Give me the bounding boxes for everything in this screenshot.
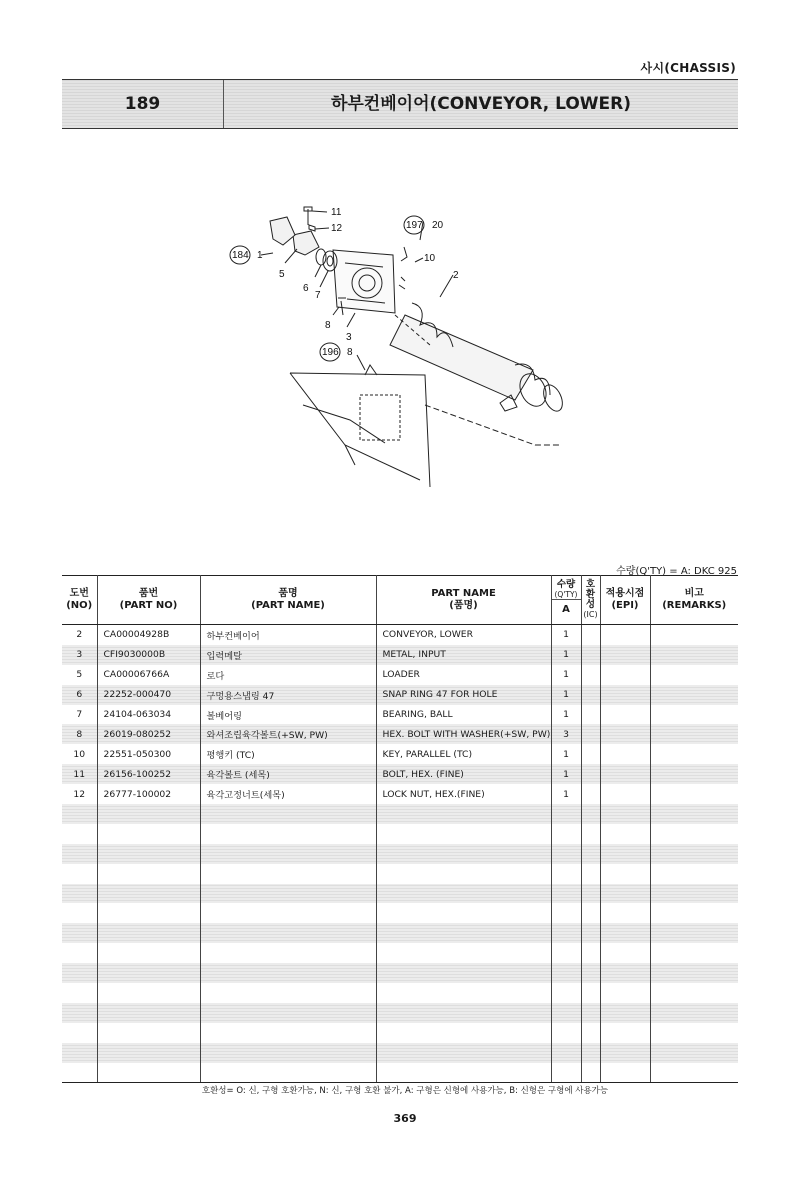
row-epi [600, 1003, 650, 1023]
row-no [62, 1043, 97, 1063]
snap-ring [316, 249, 326, 265]
row-remarks [650, 665, 738, 685]
page-title: 하부컨베이어(CONVEYOR, LOWER) [330, 94, 632, 114]
row-part-no [97, 963, 200, 983]
row-qty [551, 804, 581, 824]
row-no [62, 903, 97, 923]
empty-table-row [62, 824, 738, 844]
row-epi [600, 1063, 650, 1083]
row-part-name-ko: 와셔조립육각볼트(+SW, PW) [200, 724, 376, 744]
row-epi [600, 764, 650, 784]
row-remarks [650, 844, 738, 864]
header-epi: 적용시점 (EPI) [600, 576, 650, 625]
row-qty: 1 [551, 665, 581, 685]
row-qty [551, 983, 581, 1003]
row-qty: 1 [551, 744, 581, 764]
row-no: 6 [62, 685, 97, 705]
row-remarks [650, 764, 738, 784]
row-part-name-en [376, 943, 551, 963]
row-part-name-ko: 입력메탈 [200, 645, 376, 665]
row-qty [551, 943, 581, 963]
row-part-name-en [376, 1023, 551, 1043]
ref-184-part [270, 217, 295, 245]
table-row [62, 705, 738, 725]
row-ic [581, 963, 600, 983]
row-part-no [97, 884, 200, 904]
row-part-name-en: BOLT, HEX. (FINE) [376, 764, 551, 784]
header-part-no: 품번 (PART NO) [97, 576, 200, 625]
row-epi [600, 983, 650, 1003]
row-ic [581, 1063, 600, 1083]
row-part-name-en [376, 983, 551, 1003]
row-ic [581, 764, 600, 784]
row-part-name-en [376, 864, 551, 884]
figure-number: 189 [124, 94, 161, 114]
row-epi [600, 665, 650, 685]
row-part-no: CA00004928B [97, 625, 200, 645]
row-epi [600, 864, 650, 884]
row-part-name-ko: 로다 [200, 665, 376, 685]
row-ic [581, 665, 600, 685]
row-part-name-ko [200, 1023, 376, 1043]
row-ic [581, 1003, 600, 1023]
row-part-name-en: BEARING, BALL [376, 705, 551, 725]
row-part-name-ko [200, 884, 376, 904]
row-no: 5 [62, 665, 97, 685]
row-part-name-en: KEY, PARALLEL (TC) [376, 744, 551, 764]
empty-table-row [62, 864, 738, 884]
row-qty [551, 903, 581, 923]
row-remarks [650, 1063, 738, 1083]
row-part-no [97, 1023, 200, 1043]
row-epi [600, 943, 650, 963]
callout-8b: 8 [347, 347, 353, 358]
empty-table-row [62, 923, 738, 943]
row-no [62, 864, 97, 884]
row-no [62, 943, 97, 963]
row-part-no [97, 1003, 200, 1023]
empty-table-row [62, 983, 738, 1003]
row-remarks [650, 705, 738, 725]
row-part-name-ko: 육각고정너트(세목) [200, 784, 376, 804]
row-part-no [97, 844, 200, 864]
row-ic [581, 983, 600, 1003]
row-part-name-en [376, 1043, 551, 1063]
callout-10: 10 [424, 253, 436, 264]
callout-11: 11 [331, 207, 342, 218]
row-qty [551, 923, 581, 943]
row-ic [581, 1023, 600, 1043]
row-part-name-en: LOCK NUT, HEX.(FINE) [376, 784, 551, 804]
row-no [62, 923, 97, 943]
row-qty: 1 [551, 764, 581, 784]
row-part-no [97, 903, 200, 923]
row-part-name-en [376, 963, 551, 983]
row-ic [581, 864, 600, 884]
row-remarks [650, 645, 738, 665]
row-part-name-en: SNAP RING 47 FOR HOLE [376, 685, 551, 705]
row-qty [551, 864, 581, 884]
callout-ref-197: 197 [406, 220, 423, 231]
row-part-no [97, 804, 200, 824]
row-qty [551, 824, 581, 844]
row-part-name-en [376, 884, 551, 904]
row-epi [600, 903, 650, 923]
row-remarks [650, 1023, 738, 1043]
row-ic [581, 884, 600, 904]
header-ic: 호 환 성 (IC) [581, 576, 600, 625]
callout-1: 1 [257, 250, 263, 261]
row-ic [581, 685, 600, 705]
row-part-name-en: HEX. BOLT WITH WASHER(+SW, PW) [376, 724, 551, 744]
row-epi [600, 804, 650, 824]
quantity-note: 수량(Q'TY) = A: DKC 925 [616, 566, 737, 577]
row-epi [600, 1043, 650, 1063]
row-part-no: 22252-000470 [97, 685, 200, 705]
callout-ref-196: 196 [322, 347, 339, 358]
header-no: 도번 (NO) [62, 576, 97, 625]
row-part-no: 26156-100252 [97, 764, 200, 784]
row-remarks [650, 903, 738, 923]
empty-table-row [62, 1063, 738, 1083]
row-part-no: CA00006766A [97, 665, 200, 685]
row-part-name-ko [200, 903, 376, 923]
row-epi [600, 884, 650, 904]
row-epi [600, 824, 650, 844]
row-no: 12 [62, 784, 97, 804]
row-qty [551, 1023, 581, 1043]
row-ic [581, 744, 600, 764]
interchangeability-footnote: 호환성= O: 신, 구형 호환가능, N: 신, 구형 호환 불가, A: 구형은 신형에 사용가능, B: 신형은 구형에 사용가능 [201, 1086, 609, 1096]
section-label: 사시(CHASSIS) [640, 61, 736, 75]
row-ic [581, 1043, 600, 1063]
row-ic [581, 625, 600, 645]
row-part-name-ko: 볼베어링 [200, 705, 376, 725]
conveyor-tube [390, 315, 533, 400]
callout-3: 3 [346, 332, 352, 343]
row-part-no [97, 923, 200, 943]
row-part-name-en: METAL, INPUT [376, 645, 551, 665]
row-part-no [97, 983, 200, 1003]
row-ic [581, 824, 600, 844]
row-ic [581, 645, 600, 665]
row-part-name-en [376, 1063, 551, 1083]
row-remarks [650, 923, 738, 943]
row-ic [581, 804, 600, 824]
row-ic [581, 705, 600, 725]
row-qty: 1 [551, 784, 581, 804]
row-part-name-ko: 육각볼트 (세목) [200, 764, 376, 784]
empty-table-row [62, 804, 738, 824]
row-qty [551, 884, 581, 904]
callout-20: 20 [432, 220, 444, 231]
row-remarks [650, 884, 738, 904]
row-no [62, 1003, 97, 1023]
table-row [62, 645, 738, 665]
row-no: 10 [62, 744, 97, 764]
row-epi [600, 1023, 650, 1043]
row-remarks [650, 1003, 738, 1023]
row-no: 8 [62, 724, 97, 744]
row-no [62, 844, 97, 864]
row-part-name-ko [200, 844, 376, 864]
empty-table-row [62, 844, 738, 864]
row-part-name-en: LOADER [376, 665, 551, 685]
row-part-name-en [376, 804, 551, 824]
row-remarks [650, 1043, 738, 1063]
row-remarks [650, 804, 738, 824]
row-no [62, 963, 97, 983]
row-part-name-ko: 평행키 (TC) [200, 744, 376, 764]
header-remarks: 비고 (REMARKS) [650, 576, 738, 625]
row-ic [581, 903, 600, 923]
row-qty: 3 [551, 724, 581, 744]
row-part-name-ko [200, 1003, 376, 1023]
empty-table-row [62, 1003, 738, 1023]
row-ic [581, 923, 600, 943]
row-remarks [650, 625, 738, 645]
row-no [62, 824, 97, 844]
row-part-name-ko [200, 804, 376, 824]
row-ic [581, 784, 600, 804]
row-qty [551, 844, 581, 864]
row-ic [581, 943, 600, 963]
row-part-name-ko [200, 983, 376, 1003]
header-qty: 수량 (Q'TY) A [551, 576, 581, 625]
empty-table-row [62, 884, 738, 904]
row-no [62, 1063, 97, 1083]
bolt-20 [401, 247, 407, 261]
table-row [62, 665, 738, 685]
row-epi [600, 963, 650, 983]
callout-8: 8 [325, 320, 331, 331]
row-qty [551, 1003, 581, 1023]
row-no [62, 983, 97, 1003]
hex-bolt-11 [304, 207, 312, 225]
row-qty: 1 [551, 625, 581, 645]
row-part-no [97, 943, 200, 963]
row-part-name-ko [200, 864, 376, 884]
callout-ref-184: 184 [232, 250, 249, 261]
row-qty [551, 1063, 581, 1083]
row-no: 11 [62, 764, 97, 784]
key-parallel [399, 277, 405, 289]
row-part-no: 22551-050300 [97, 744, 200, 764]
row-part-name-en [376, 903, 551, 923]
row-qty [551, 1043, 581, 1063]
table-row [62, 744, 738, 764]
row-part-name-ko: 구멍용스냅링 47 [200, 685, 376, 705]
row-part-name-ko: 하부컨베이어 [200, 625, 376, 645]
row-epi [600, 645, 650, 665]
row-remarks [650, 724, 738, 744]
input-metal-plate [333, 250, 395, 313]
row-remarks [650, 963, 738, 983]
row-remarks [650, 943, 738, 963]
row-part-name-en [376, 1003, 551, 1023]
row-part-name-ko [200, 963, 376, 983]
row-remarks [650, 784, 738, 804]
title-band [62, 79, 738, 129]
table-row [62, 784, 738, 804]
row-part-name-en [376, 844, 551, 864]
row-part-name-en [376, 923, 551, 943]
row-no [62, 804, 97, 824]
page-number: 369 [393, 1112, 417, 1125]
row-qty [551, 963, 581, 983]
lock-nut-12 [309, 225, 315, 231]
row-part-no: 24104-063034 [97, 705, 200, 725]
row-part-no [97, 1063, 200, 1083]
row-epi [600, 625, 650, 645]
callout-2: 2 [453, 270, 459, 281]
row-part-name-ko [200, 824, 376, 844]
exploded-parts-diagram [215, 195, 585, 500]
table-row [62, 685, 738, 705]
table-row [62, 724, 738, 744]
empty-table-row [62, 963, 738, 983]
row-remarks [650, 744, 738, 764]
row-part-name-en: CONVEYOR, LOWER [376, 625, 551, 645]
header-part-name-en: PART NAME (품명) [376, 576, 551, 625]
table-row [62, 625, 738, 645]
parts-table [62, 575, 738, 1083]
row-epi [600, 923, 650, 943]
row-epi [600, 705, 650, 725]
header-part-name-ko: 품명 (PART NAME) [200, 576, 376, 625]
row-ic [581, 844, 600, 864]
row-epi [600, 724, 650, 744]
row-part-no: CFI9030000B [97, 645, 200, 665]
row-epi [600, 844, 650, 864]
row-epi [600, 784, 650, 804]
callout-5: 5 [279, 269, 285, 280]
row-part-no: 26019-080252 [97, 724, 200, 744]
row-part-no [97, 864, 200, 884]
row-remarks [650, 864, 738, 884]
empty-table-row [62, 1043, 738, 1063]
empty-table-row [62, 1023, 738, 1043]
row-qty: 1 [551, 645, 581, 665]
row-no [62, 884, 97, 904]
row-epi [600, 744, 650, 764]
row-remarks [650, 685, 738, 705]
callout-7: 7 [315, 290, 321, 301]
row-part-name-en [376, 824, 551, 844]
empty-table-row [62, 903, 738, 923]
callout-6: 6 [303, 283, 309, 294]
row-no [62, 1023, 97, 1043]
row-ic [581, 724, 600, 744]
row-epi [600, 685, 650, 705]
row-qty: 1 [551, 705, 581, 725]
row-part-no [97, 1043, 200, 1063]
row-no: 2 [62, 625, 97, 645]
row-part-name-ko [200, 1063, 376, 1083]
row-qty: 1 [551, 685, 581, 705]
row-part-name-ko [200, 1043, 376, 1063]
table-row [62, 764, 738, 784]
callout-12: 12 [331, 223, 343, 234]
empty-table-row [62, 943, 738, 963]
row-part-name-ko [200, 943, 376, 963]
row-remarks [650, 983, 738, 1003]
row-no: 7 [62, 705, 97, 725]
loader-part [293, 231, 319, 255]
row-part-name-ko [200, 923, 376, 943]
row-part-no: 26777-100002 [97, 784, 200, 804]
row-part-no [97, 824, 200, 844]
row-remarks [650, 824, 738, 844]
row-no: 3 [62, 645, 97, 665]
